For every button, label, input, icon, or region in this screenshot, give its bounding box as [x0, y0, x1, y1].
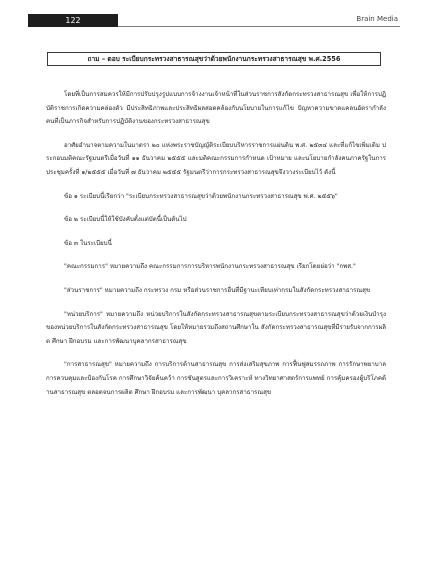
- publisher-brand: Brain Media: [356, 15, 398, 23]
- clause-1: ข้อ ๑ ระเบียบนี้เรียกว่า "ระเบียบกระทรวงสาธารณสุขว่าด้วยพนักงานกระทรวงสาธารณสุข พ.ศ. ๒๕๕๖": [64, 192, 338, 200]
- definition-committee: "คณะกรรมการ" หมายความถึง คณะกรรมการการบริหารพนักงานกระทรวงสาธารณสุข เรียกโดยย่อว่า "กพส.": [64, 263, 356, 271]
- authority-paragraph: อาศัยอำนาจตามความในมาตรา ๒๐ แห่งพระราชบัญญัติระเบียบบริหารราชการแผ่นดิน พ.ศ. ๒๕๓๔ และที่แก้ไขเพิ่มเติม ประกอบมติคณะรัฐมนตรีเมื่อวันที่ ๑๑ ธันวาคม ๒๕๕๕ และมติคณะกรรมการกำหนด เป้าหมาย และนโยบายกำลังคนภาครัฐในการประชุมครั้งที่ ๑/๒๕๕๕ เมื่อวันที่ ๗ ธันวาคม ๒๕๕๕ รัฐมนตรีว่าการกระทรวงสาธารณสุขจึงวางระเบียบไว้ ดังนี้: [46, 141, 386, 176]
- definition-public-health: "การสาธารณสุข" หมายความถึง การบริการด้านสาธารณสุข การส่งเสริมสุขภาพ การฟื้นฟูสมรรถภาพ การรักษาพยาบาล การควบคุมและป้องกันโรค การศึกษาวิจัยค้นคว้า การชันสูตรและการวิเคราะห์ ทางวิทยาศาสตร์การแพทย์ การคุ้มครองผู้บริโภคด้านสาธารณสุข ตลอดจนการผลิต ศึกษา ฝึกอบรม และการพัฒนา บุคลากรสาธารณสุข: [46, 361, 386, 396]
- definition-agency: "ส่วนราชการ" หมายความถึง กระทรวง กรม หรือส่วนราชการอื่นที่มีฐานะเทียบเท่ากรมในสังกัดกระทรวงสาธารณสุข: [64, 286, 371, 294]
- clause-2: ข้อ ๒ ระเบียบนี้ให้ใช้บังคับตั้งแต่บัดนี้เป็นต้นไป: [64, 216, 187, 224]
- definition-service-unit: "หน่วยบริการ" หมายความถึง หน่วยบริการในสังกัดกระทรวงสาธารณสุขตามระเบียบกระทรวงสาธารณสุขว่าด้วยเงินบำรุงของหน่วยบริการในสังกัดกระทรวงสาธารณสุข โดยให้หมายรวมถึงสถานศึกษาใน สังกัดกระทรวงสาธารณสุขที่มีรายรับจากการผลิต ศึกษา ฝึกอบรม และการพัฒนาบุคลากรสาธารณสุข: [46, 310, 386, 345]
- clause-3: ข้อ ๓ ในระเบียบนี้: [64, 239, 112, 247]
- page-number: 122: [28, 14, 118, 27]
- document-title: ถาม – ตอบ ระเบียบกระทรวงสาธารณสุขว่าด้วยพนักงานกระทรวงสาธารณสุข พ.ศ.2556: [47, 52, 381, 66]
- document-body: [46, 88, 386, 409]
- header-rule: [118, 26, 400, 27]
- preamble-paragraph: โดยที่เป็นการสมควรให้มีการปรับปรุงรูปแบบการจ้างงานเจ้าหน้าที่ในส่วนราชการสังกัดกระทรวงสาธารณสุข เพื่อให้การปฏิบัติราชการเกิดความคล่องตัว มีประสิทธิภาพและประสิทธิผลสอดคล้องกับนโยบายในการแก้ไข ปัญหาความขาดแคลนอัตรากำลังคนที่เป็นภารกิจสำหรับการปฏิบัติงานของกระทรวงสาธารณสุข: [46, 91, 386, 126]
- page-header: [28, 14, 400, 27]
